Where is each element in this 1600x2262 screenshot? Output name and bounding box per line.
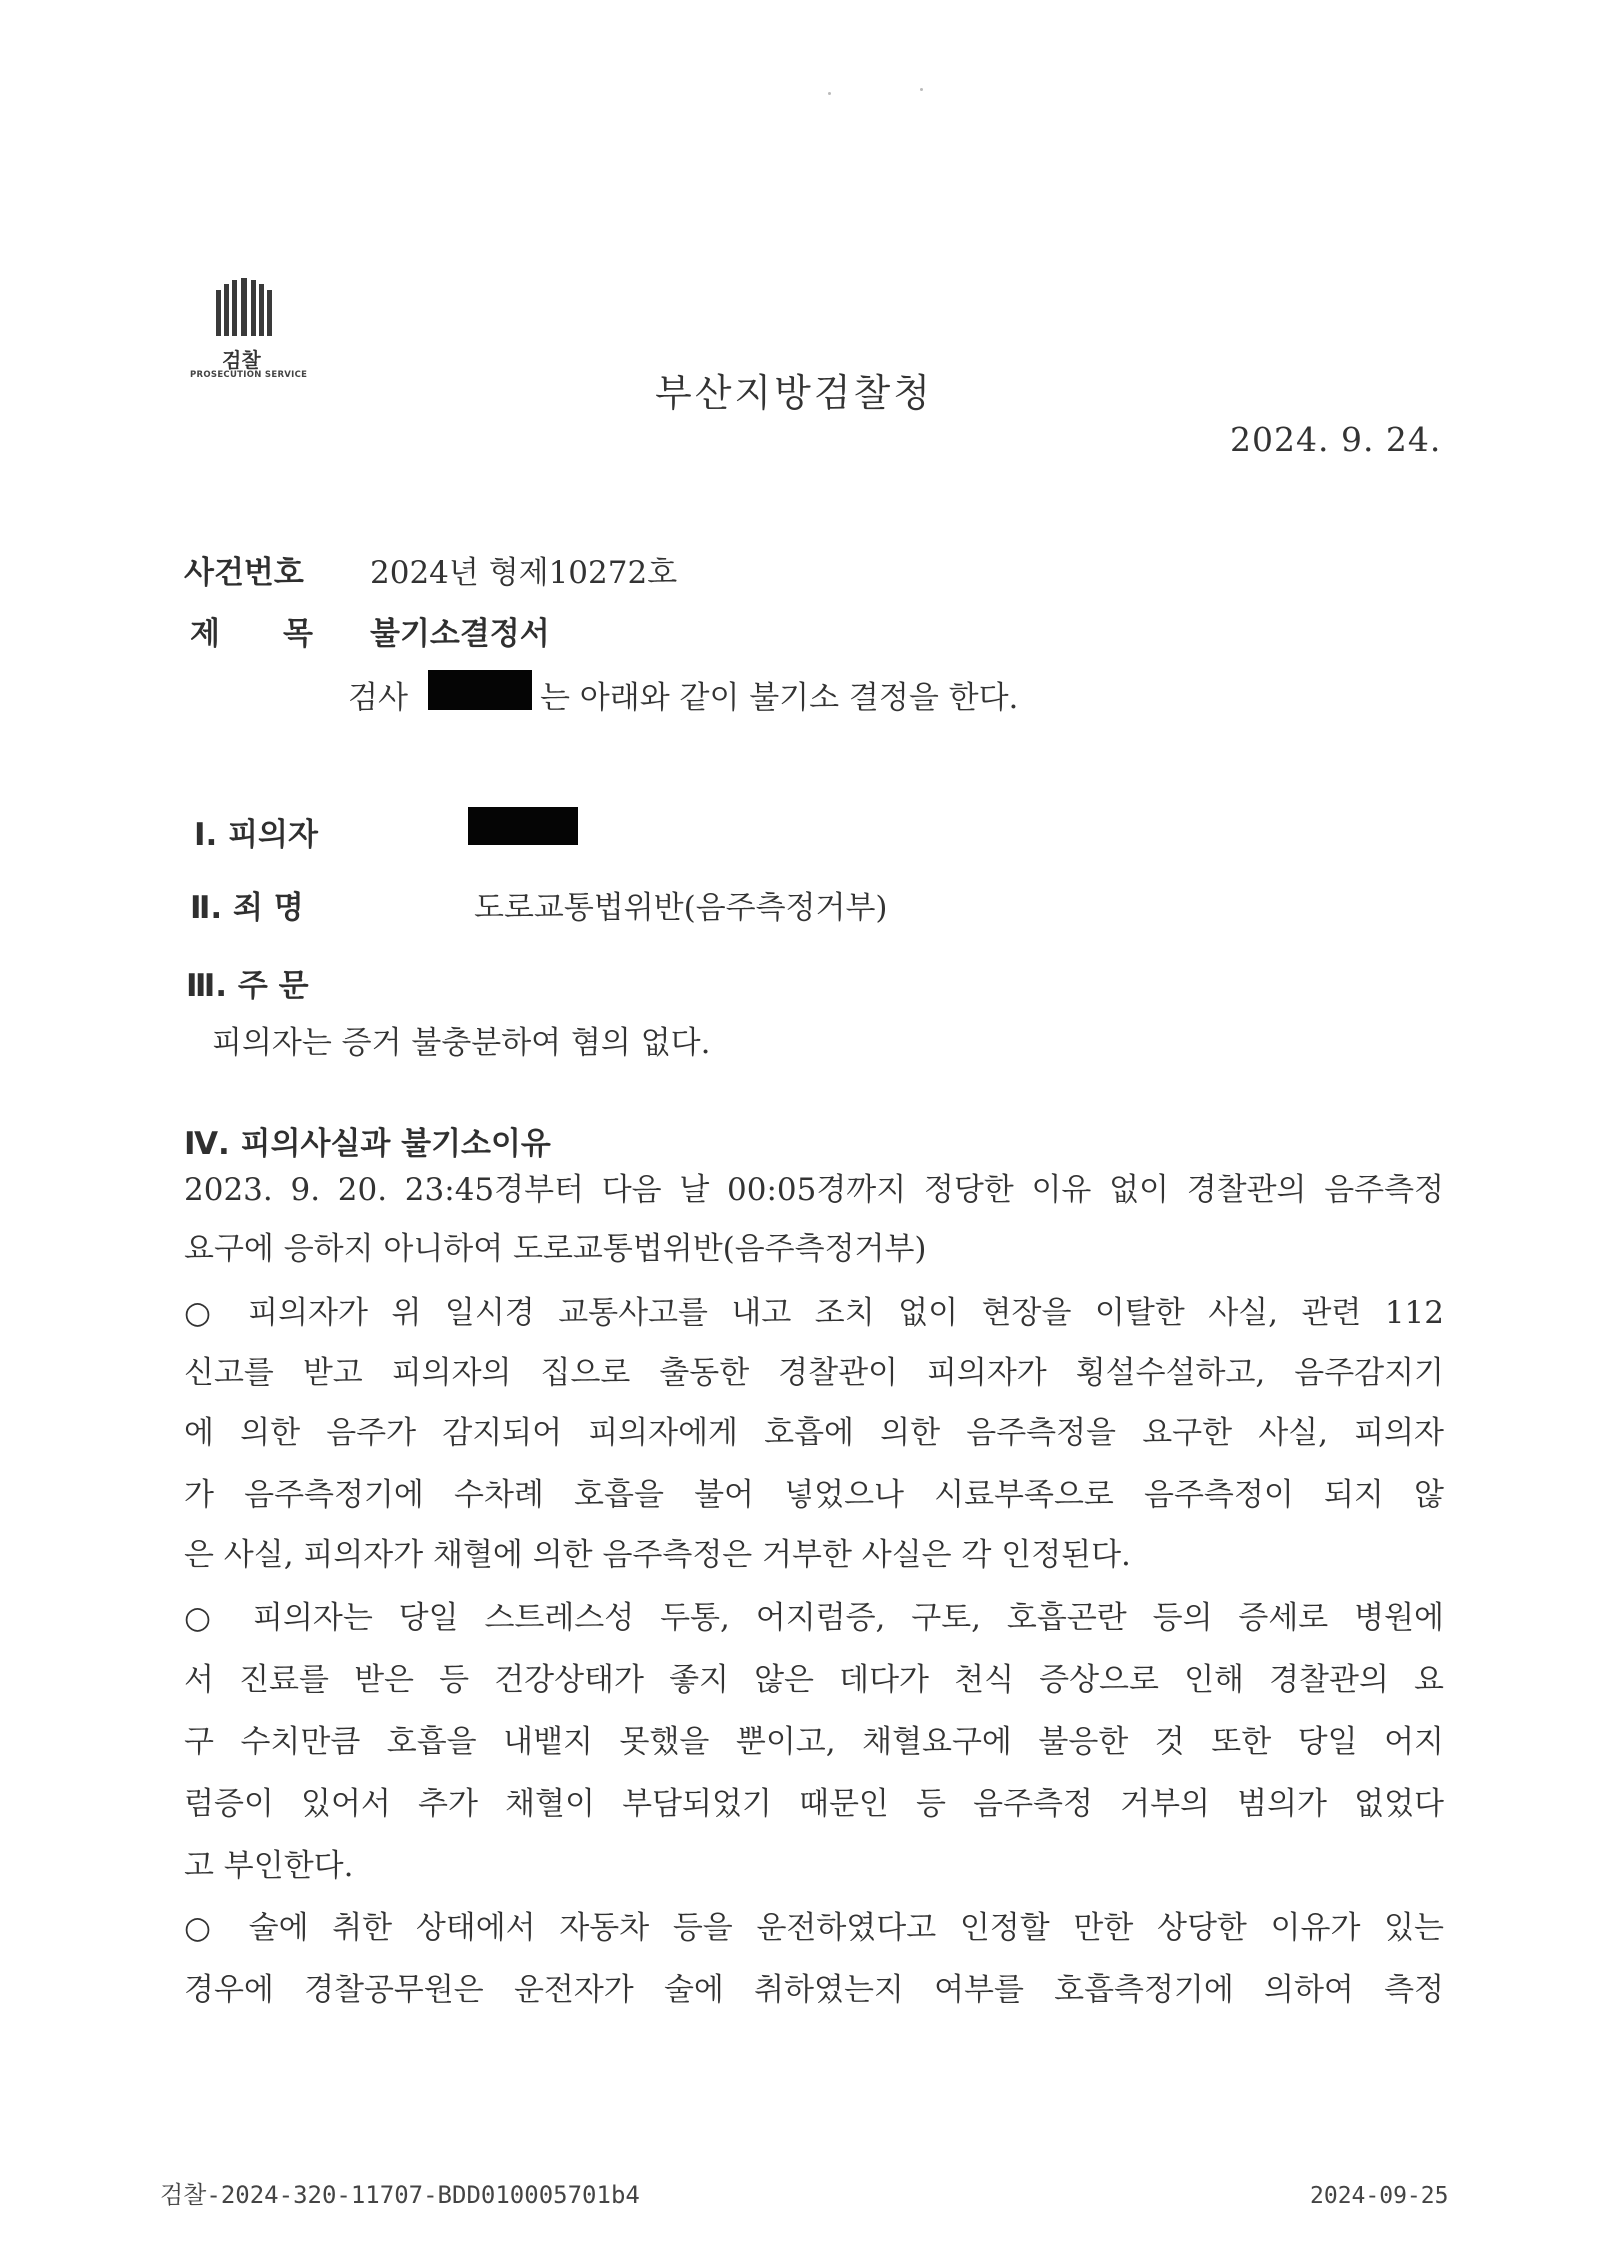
title-value: 불기소결정서 <box>370 616 550 652</box>
section-3-label: Ⅲ. 주 문 <box>186 968 309 1004</box>
intro-suffix: 는 아래와 같이 불기소 결정을 한다. <box>540 680 1019 716</box>
scan-speck <box>920 88 923 91</box>
body-line: 가 음주측정기에 수차례 호흡을 불어 넣었으나 시료부족으로 음주측정이 되지 않 <box>184 1477 1444 1513</box>
print-date: 2024-09-25 <box>1310 2183 1449 2209</box>
body-line: 경우에 경찰공무원은 운전자가 술에 취하였는지 여부를 호흡측정기에 의하여 측정 <box>184 1972 1444 2008</box>
prosecution-emblem-icon <box>214 278 276 338</box>
body-line: ○ 피의자가 위 일시경 교통사고를 내고 조치 없이 현장을 이탈한 사실, 관련 112 <box>184 1295 1444 1331</box>
redacted-suspect-name <box>468 807 578 845</box>
organization-title: 부산지방검찰청 <box>655 371 933 415</box>
intro-prefix: 검사 <box>348 680 408 716</box>
body-line: 에 의한 음주가 감지되어 피의자에게 호흡에 의한 음주측정을 요구한 사실, 피의자 <box>184 1415 1444 1451</box>
section-2-value: 도로교통법위반(음주측정거부) <box>474 890 888 926</box>
section-4-label: Ⅳ. 피의사실과 불기소이유 <box>184 1126 551 1162</box>
logo-name: 검찰 <box>222 348 261 372</box>
case-number-value: 2024년 형제10272호 <box>370 555 678 591</box>
body-line: 2023. 9. 20. 23:45경부터 다음 날 00:05경까지 정당한 이유 없이 경찰관의 음주측정 <box>184 1172 1444 1208</box>
body-line: ○ 피의자는 당일 스트레스성 두통, 어지럼증, 구토, 호흡곤란 등의 증세로 병원에 <box>184 1600 1444 1636</box>
body-line: 신고를 받고 피의자의 집으로 출동한 경찰관이 피의자가 횡설수설하고, 음주감지기 <box>184 1355 1444 1391</box>
body-line: 럼증이 있어서 추가 채혈이 부담되었기 때문인 등 음주측정 거부의 범의가 없었다 <box>184 1786 1444 1822</box>
body-line: ○ 술에 취한 상태에서 자동차 등을 운전하였다고 인정할 만한 상당한 이유가 있는 <box>184 1910 1444 1946</box>
scan-speck <box>828 92 831 95</box>
document-date: 2024. 9. 24. <box>1230 420 1442 459</box>
section-2-label: Ⅱ. 죄 명 <box>190 890 304 926</box>
logo-subtitle: PROSECUTION SERVICE <box>190 370 308 380</box>
section-1-label: Ⅰ. 피의자 <box>194 817 318 853</box>
title-label-char1: 제 <box>190 616 220 652</box>
body-line: 은 사실, 피의자가 채혈에 의한 음주측정은 거부한 사실은 각 인정된다. <box>184 1537 1131 1573</box>
document-id: 검찰-2024-320-11707-BDD010005701b4 <box>160 2181 640 2209</box>
redacted-prosecutor-name <box>428 670 532 710</box>
body-line: 고 부인한다. <box>184 1848 354 1884</box>
case-number-label: 사건번호 <box>184 555 304 591</box>
body-line: 요구에 응하지 아니하여 도로교통법위반(음주측정거부) <box>184 1231 927 1267</box>
prosecution-logo <box>190 278 308 382</box>
body-line: 서 진료를 받은 등 건강상태가 좋지 않은 데다가 천식 증상으로 인해 경찰관의 요 <box>184 1662 1444 1698</box>
body-line: 구 수치만큼 호흡을 내뱉지 못했을 뿐이고, 채혈요구에 불응한 것 또한 당일 어지 <box>184 1724 1444 1760</box>
section-3-value: 피의자는 증거 불충분하여 혐의 없다. <box>212 1025 711 1061</box>
title-label-char2: 목 <box>283 616 313 652</box>
